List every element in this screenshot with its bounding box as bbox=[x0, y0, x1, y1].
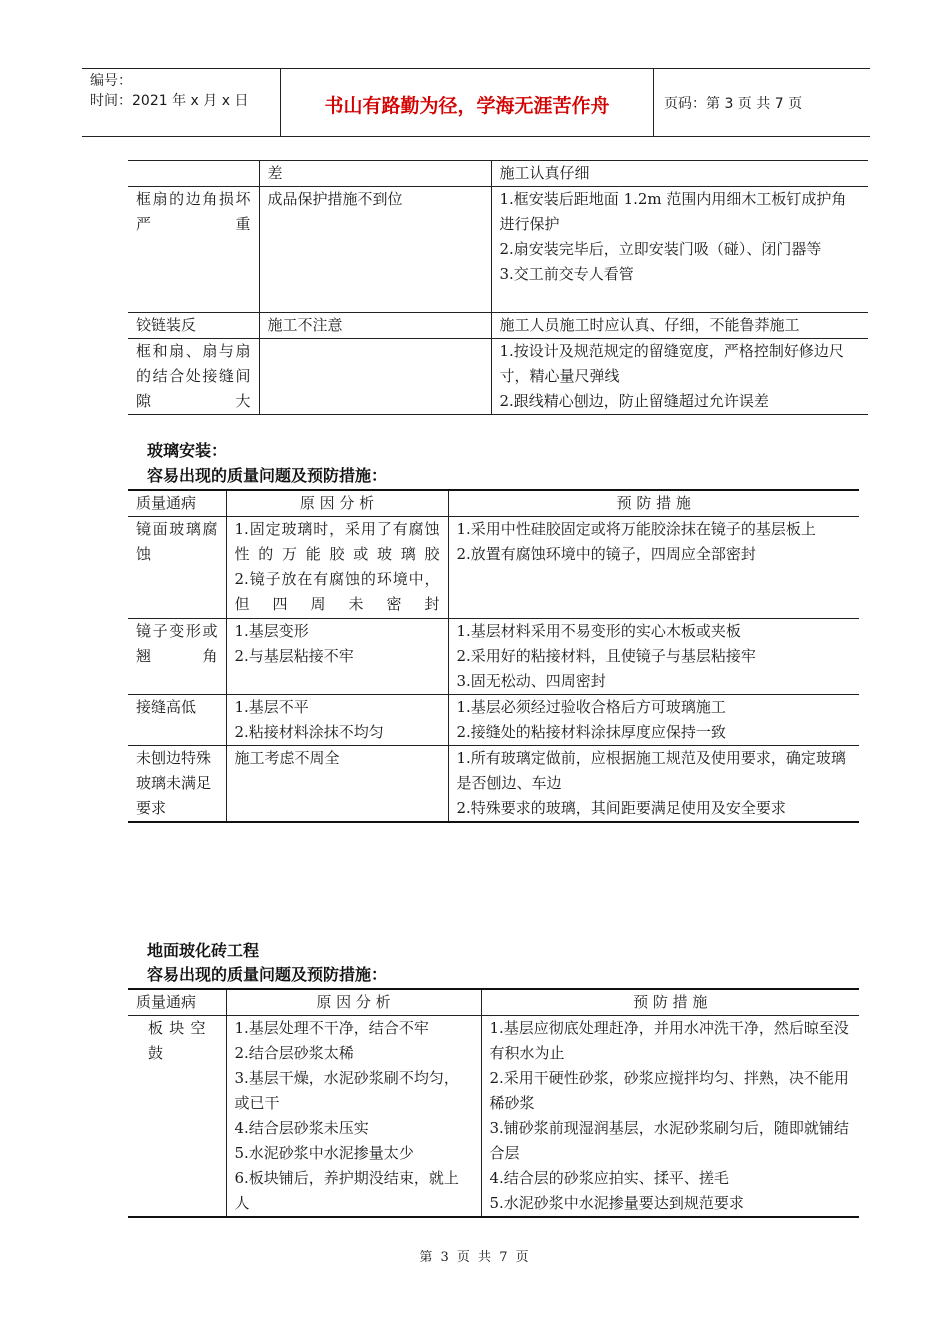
header-fix: 预 防 措 施 bbox=[481, 989, 859, 1016]
issue-cell bbox=[128, 161, 259, 187]
issue-cell: 板块空鼓 bbox=[128, 1016, 226, 1218]
fix-cell: 1.基层材料采用不易变形的实心木板或夹板 2.采用好的粘接材料，且使镜子与基层粘接牢 3.固无松动、四周密封 bbox=[448, 619, 859, 695]
fix-cell: 1.按设计及规范规定的留缝宽度，严格控制好修边尺寸，精心量尺弹线 2.跟线精心刨边，防止留缝超过允许误差 bbox=[491, 339, 868, 415]
doc-time-label: 时间：2021 年 x 月 x 日 bbox=[90, 93, 249, 109]
header-issue: 质量通病 bbox=[128, 989, 226, 1016]
fix-cell: 施工人员施工时应认真、仔细，不能鲁莽施工 bbox=[491, 313, 868, 339]
tile-section-title: 地面玻化砖工程 bbox=[147, 941, 260, 960]
table-row bbox=[128, 161, 868, 187]
table-row bbox=[128, 695, 859, 746]
fix-cell: 1.基层应彻底处理赶净，并用水冲洗干净，然后晾至没有积水为止 2.采用干硬性砂浆，砂浆应搅拌均匀、拌熟，决不能用稀砂浆 3.铺砂浆前现湿润基层，水泥砂浆刷匀后，随即就铺结合层 4.结合层的砂浆应拍实、揉平、搓毛 5.水泥砂浆中水泥掺量要达到规范要求 bbox=[481, 1016, 859, 1218]
issue-cell: 未刨边特殊玻璃未满足要求 bbox=[128, 746, 226, 823]
table-row bbox=[128, 746, 859, 823]
fix-cell: 1.采用中性硅胶固定或将万能胶涂抹在镜子的基层板上 2.放置有腐蚀环境中的镜子，四周应全部密封 bbox=[448, 517, 859, 619]
issue-cell: 接缝高低 bbox=[128, 695, 226, 746]
cause-cell: 1.基层处理不干净，结合不牢 2.结合层砂浆太稀 3.基层干燥，水泥砂浆刷不均匀，或已干 4.结合层砂浆未压实 5.水泥砂浆中水泥掺量太少 6.板块铺后，养护期没结束，就上人 bbox=[226, 1016, 481, 1218]
header-cause: 原 因 分 析 bbox=[226, 490, 448, 517]
table-row bbox=[128, 339, 868, 415]
cause-cell bbox=[259, 339, 491, 415]
glass-section-title: 玻璃安装： bbox=[147, 441, 228, 460]
glass-quality-table bbox=[128, 489, 859, 823]
tile-quality-table bbox=[128, 988, 859, 1218]
header-issue: 质量通病 bbox=[128, 490, 226, 517]
cause-cell: 施工考虑不周全 bbox=[226, 746, 448, 823]
header-cause: 原 因 分 析 bbox=[226, 989, 481, 1016]
cause-cell: 成品保护措施不到位 bbox=[259, 187, 491, 313]
table-row bbox=[128, 313, 868, 339]
table-row bbox=[128, 187, 868, 313]
glass-section-subtitle: 容易出现的质量问题及预防措施： bbox=[147, 466, 388, 485]
table-header-row bbox=[128, 490, 859, 517]
header-fix: 预 防 措 施 bbox=[448, 490, 859, 517]
fix-cell: 1.所有玻璃定做前，应根据施工规范及使用要求，确定玻璃是否刨边、车边 2.特殊要求的玻璃，其间距要满足使用及安全要求 bbox=[448, 746, 859, 823]
table-header-row bbox=[128, 989, 859, 1016]
cause-cell: 差 bbox=[259, 161, 491, 187]
fix-cell: 1.基层必须经过验收合格后方可玻璃施工 2.接缝处的粘接材料涂抹厚度应保持一致 bbox=[448, 695, 859, 746]
tile-section-subtitle: 容易出现的质量问题及预防措施： bbox=[147, 965, 388, 984]
page-header bbox=[82, 68, 870, 137]
header-motto: 书山有路勤为径，学海无涯苦作舟 bbox=[281, 69, 654, 136]
issue-cell: 框和扇、扇与扇的结合处接缝间隙大 bbox=[128, 339, 259, 415]
cause-cell: 1.基层不平 2.粘接材料涂抹不均匀 bbox=[226, 695, 448, 746]
header-meta bbox=[82, 69, 281, 136]
table-row bbox=[128, 517, 859, 619]
page-footer: 第 3 页 共 7 页 bbox=[419, 1250, 531, 1265]
cause-cell: 1.固定玻璃时，采用了有腐蚀性的万能胶或玻璃胶 2.镜子放在有腐蚀的环境中，但四周未密封 bbox=[226, 517, 448, 619]
doc-number-label: 编号： bbox=[90, 73, 132, 89]
fix-cell: 施工认真仔细 bbox=[491, 161, 868, 187]
fix-cell: 1.框安装后距地面 1.2m 范围内用细木工板钉成护角进行保护 2.扇安装完毕后，立即安装门吸（碰）、闭门器等 3.交工前交专人看管 bbox=[491, 187, 868, 313]
table-row bbox=[128, 619, 859, 695]
header-page-info: 页码：第 3 页 共 7 页 bbox=[664, 95, 803, 112]
issue-cell: 框扇的边角损坏严重 bbox=[128, 187, 259, 313]
table-row bbox=[128, 1016, 859, 1218]
issue-cell: 铰链装反 bbox=[128, 313, 259, 339]
cause-cell: 施工不注意 bbox=[259, 313, 491, 339]
issue-cell: 镜子变形或翘角 bbox=[128, 619, 226, 695]
cause-cell: 1.基层变形 2.与基层粘接不牢 bbox=[226, 619, 448, 695]
issue-cell: 镜面玻璃腐蚀 bbox=[128, 517, 226, 619]
door-window-quality-table bbox=[128, 160, 868, 415]
